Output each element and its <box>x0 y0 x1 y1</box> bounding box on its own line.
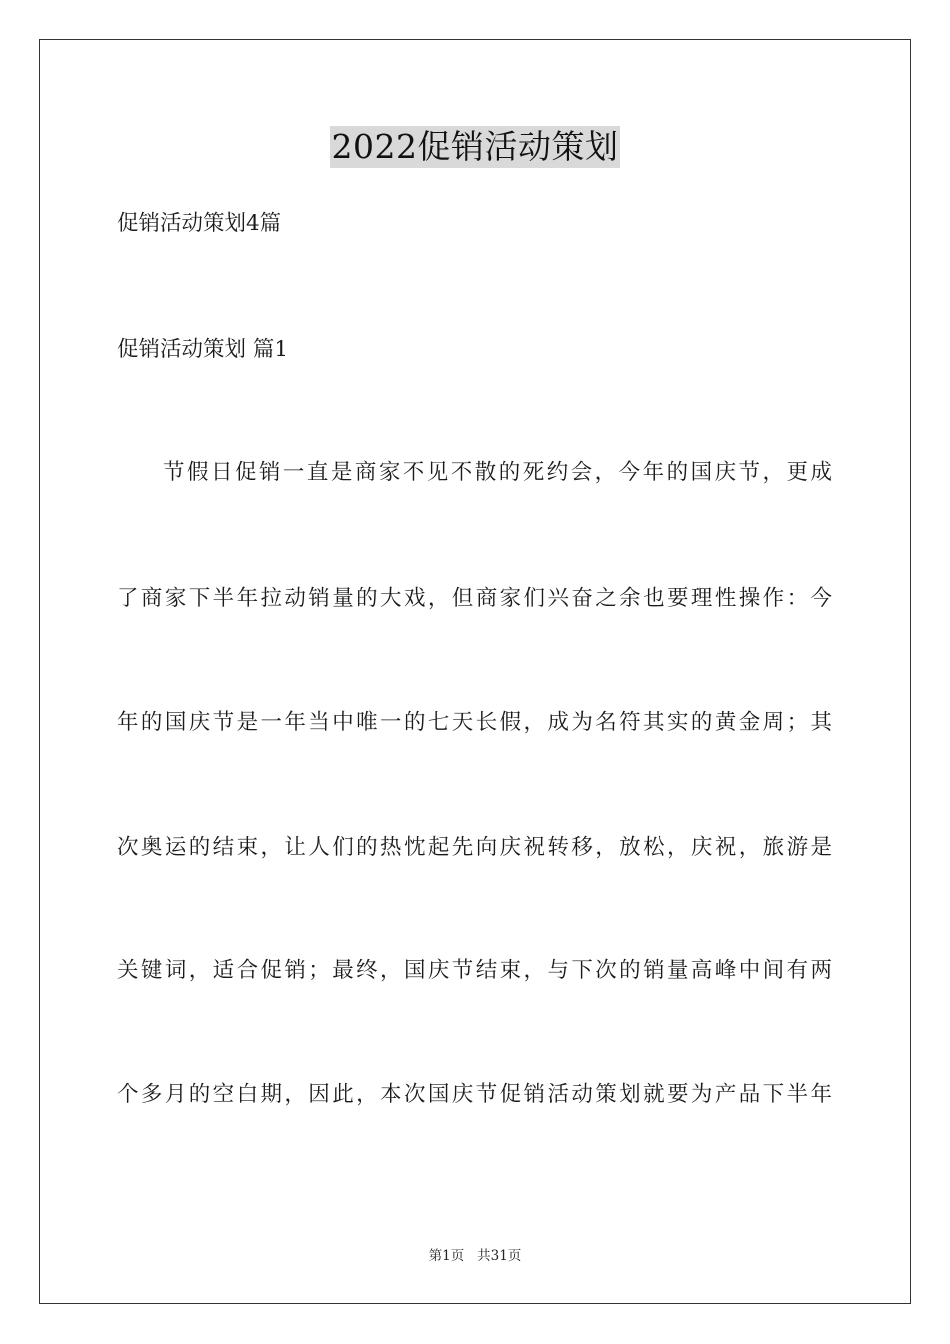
paragraph-line: 关键词，适合促销；最终，国庆节结束，与下次的销量高峰中间有两 <box>117 958 832 983</box>
paragraph-line: 个多月的空白期，因此，本次国庆节促销活动策划就要为产品下半年 <box>117 1082 832 1107</box>
paragraph-line: 了商家下半年拉动销量的大戏，但商家们兴奋之余也要理性操作：今 <box>117 586 832 611</box>
paragraph-line: 节假日促销一直是商家不见不散的死约会，今年的国庆节，更成 <box>163 460 832 485</box>
paragraph-line: 次奥运的结束，让人们的热忱起先向庆祝转移，放松，庆祝，旅游是 <box>117 835 832 860</box>
document-title-wrapper <box>0 126 950 170</box>
page-number-footer: 第1页 共31页 <box>428 1248 522 1264</box>
section-heading: 促销活动策划 篇1 <box>117 337 289 362</box>
document-subtitle: 促销活动策划4篇 <box>117 211 282 236</box>
document-title: 2022促销活动策划 <box>331 127 619 166</box>
paragraph-line: 年的国庆节是一年当中唯一的七天长假，成为名符其实的黄金周；其 <box>117 710 832 735</box>
